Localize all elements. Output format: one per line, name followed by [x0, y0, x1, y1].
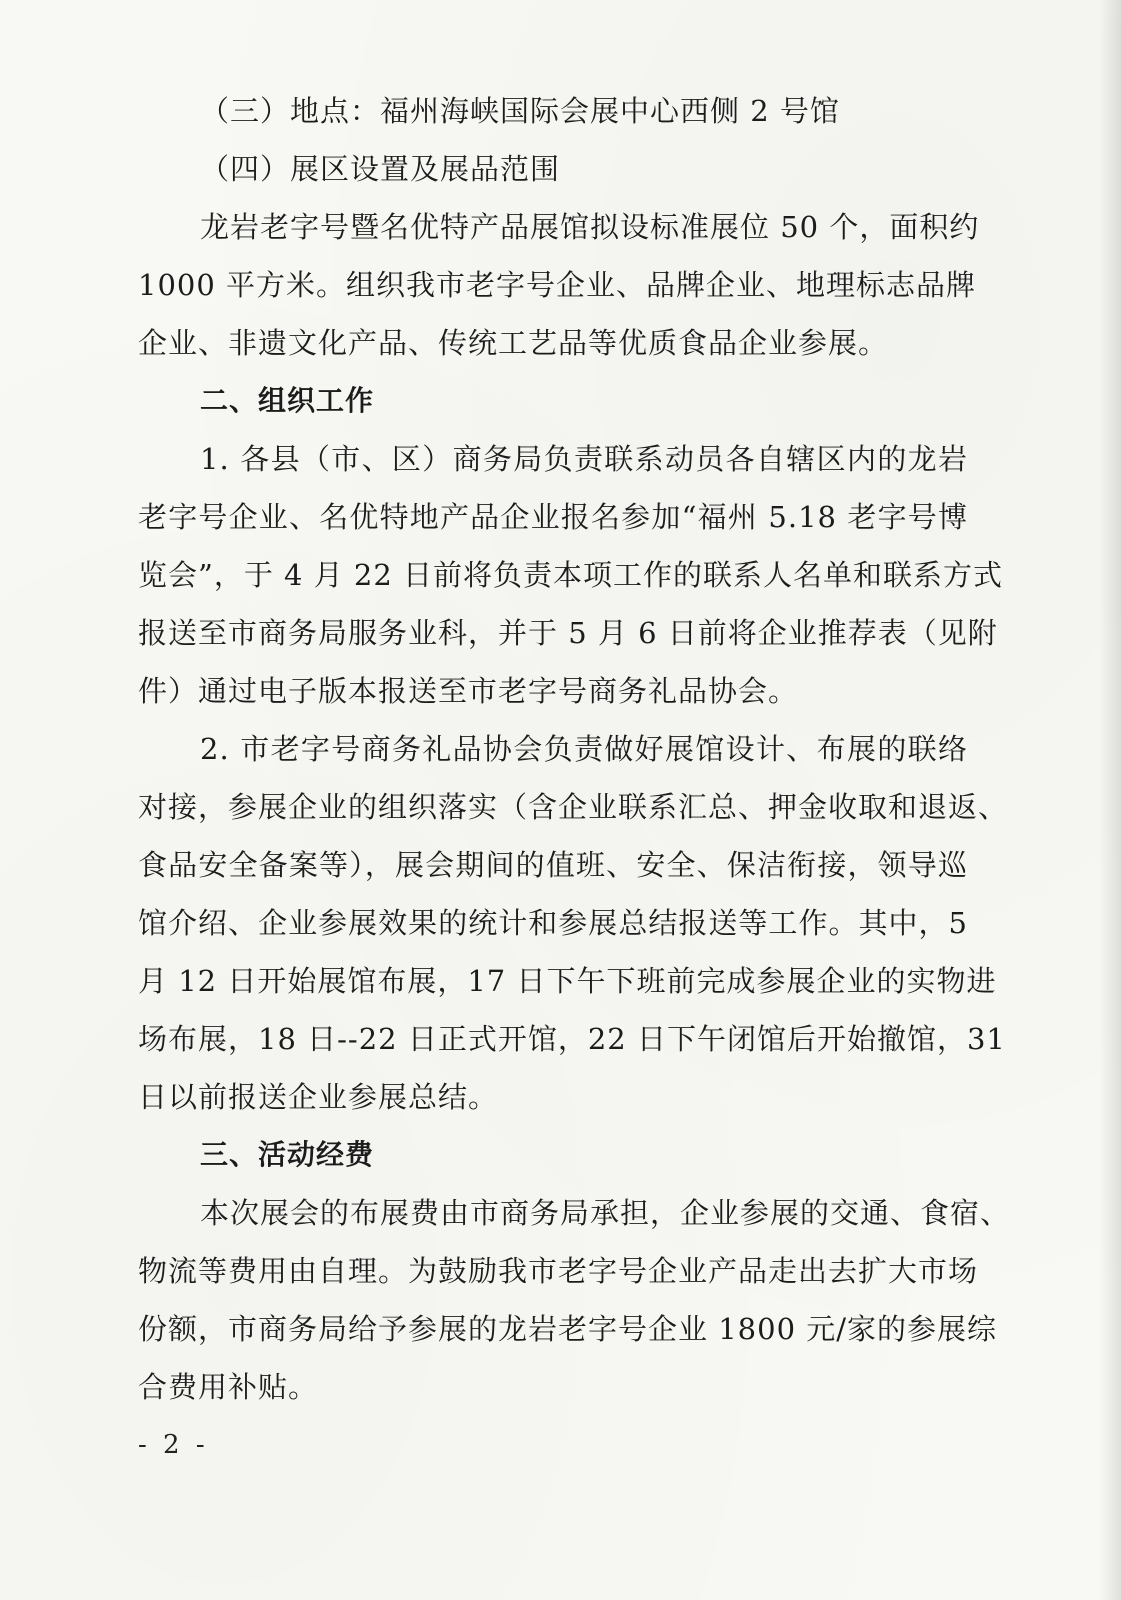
paragraph-line: 合费用补贴。	[138, 1370, 319, 1404]
paragraph-line: 食品安全备案等），展会期间的值班、安全、保洁衔接，领导巡	[138, 848, 968, 882]
heading-funding: 三、活动经费	[200, 1138, 375, 1171]
paragraph-line: 2. 市老字号商务礼品协会负责做好展馆设计、布展的联络	[200, 732, 968, 766]
paragraph-line: 1. 各县（市、区）商务局负责联系动员各自辖区内的龙岩	[200, 442, 968, 476]
paragraph-line: 场布展，18 日--22 日正式开馆，22 日下午闭馆后开始撤馆，31	[138, 1022, 1006, 1056]
page-edge-shadow	[1099, 0, 1121, 1600]
section-exhibit-scope: （四）展区设置及展品范围	[200, 152, 561, 186]
paragraph-line: 馆介绍、企业参展效果的统计和参展总结报送等工作。其中，5	[138, 906, 968, 940]
paragraph-line: 件）通过电子版本报送至市老字号商务礼品协会。	[138, 674, 799, 708]
paragraph-line: 览会”，于 4 月 22 日前将负责本项工作的联系人名单和联系方式	[138, 558, 1004, 592]
paragraph-line: 日以前报送企业参展总结。	[138, 1080, 499, 1114]
paragraph-line: 物流等费用由自理。为鼓励我市老字号企业产品走出去扩大市场	[138, 1254, 979, 1288]
paragraph-line: 份额，市商务局给予参展的龙岩老字号企业 1800 元/家的参展综	[138, 1312, 998, 1346]
paragraph-line: 报送至市商务局服务业科，并于 5 月 6 日前将企业推荐表（见附	[138, 616, 998, 650]
paragraph-line: 月 12 日开始展馆布展，17 日下午下班前完成参展企业的实物进	[138, 964, 997, 998]
paragraph-line: 本次展会的布展费由市商务局承担，企业参展的交通、食宿、	[200, 1196, 1011, 1230]
paragraph-line: 1000 平方米。组织我市老字号企业、品牌企业、地理标志品牌	[138, 268, 977, 302]
section-location: （三）地点：福州海峡国际会展中心西侧 2 号馆	[200, 94, 840, 128]
paragraph-line: 对接，参展企业的组织落实（含企业联系汇总、押金收取和退返、	[138, 790, 1009, 824]
paragraph-line: 老字号企业、名优特地产品企业报名参加“福州 5.18 老字号博	[138, 500, 968, 534]
paragraph-line: 企业、非遗文化产品、传统工艺品等优质食品企业参展。	[138, 326, 889, 360]
heading-organization: 二、组织工作	[200, 384, 375, 417]
page-number: - 2 -	[138, 1430, 209, 1460]
paragraph-line: 龙岩老字号暨名优特产品展馆拟设标准展位 50 个，面积约	[200, 210, 980, 244]
document-body	[138, 82, 1011, 1416]
